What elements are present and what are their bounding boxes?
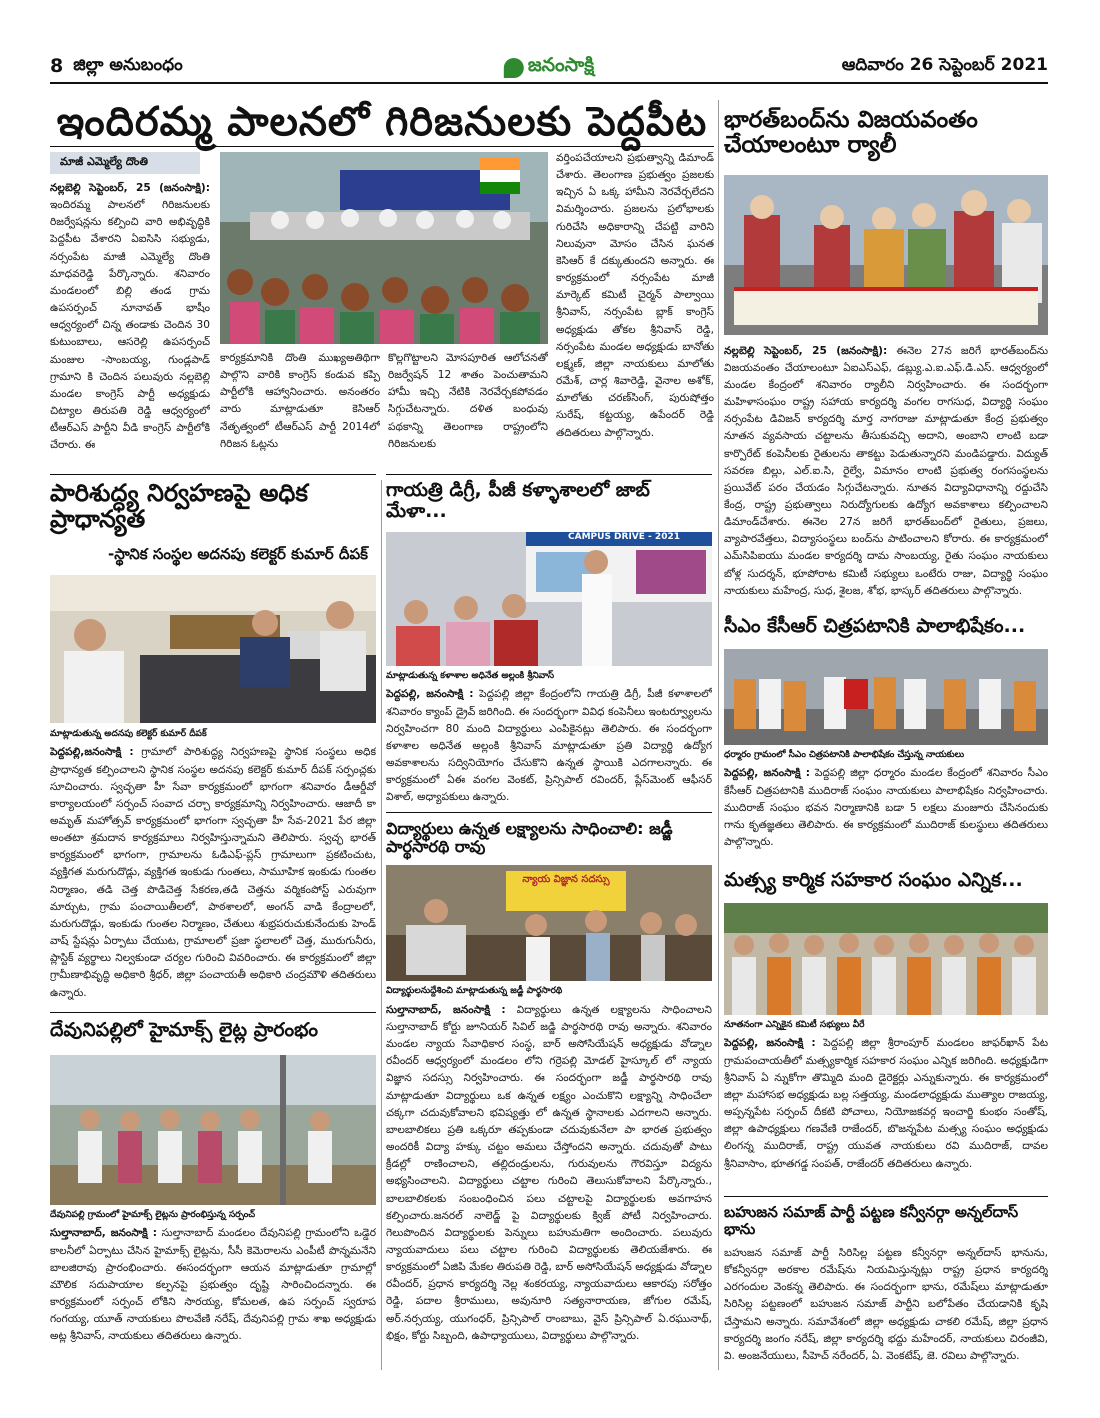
story-jobmela xyxy=(386,480,712,814)
bandh-photo xyxy=(724,175,1048,335)
story1-column3 xyxy=(388,350,548,480)
story-cm xyxy=(724,616,1048,861)
divider xyxy=(50,474,376,475)
bandh-headline: భారత్‌బంద్‌ను విజయవంతం చేయాలంటూ ర్యాలీ xyxy=(724,107,978,159)
jobmela-caption: మాట్లాడుతున్న కళాశాల అధినేత అల్లంకి శ్రీనివాస్ xyxy=(386,670,555,681)
fishermen-photo xyxy=(724,903,1048,1015)
bandh-body: ఈనెల 27న జరిగే భారత్‌బంద్‌ను విజయవంతం చేయాలంటూ ఏఐఎస్ఎఫ్, డబ్ల్యు.ఎ.ఐ.ఎఫ్.డి.ఎస్. ఆధ్వర్యంలో మండల కేంద్రంలో శనివారం ర్యాలీని నిర్వహించారు. ఈ సందర్భంగా మహిళాసంఘం రాష్ట్ర సహాయ కార్యదర్శి వంగల రాగసుధ, విద్యార్థి సంఘం నర్సంపేట డివిజన్ కార్యదర్శి మార్త నాగరాజు మాట్లాడుతూ కేంద్ర ప్రభుత్వం నూతన వ్యవసాయ చట్టాలను తీసుకువచ్చి అదాని, అంబాని లాంటి బడా కార్పొరేట్ కంపెనీలకు రైతులను తాకట్టు పెడుతున్నారని మండిపడ్డారు. విద్యుత్ సవరణ బిల్లు, ఎల్.ఐ.సి, రైల్వే, విమానం లాంటి ప్రభుత్వ రంగసంస్థలను ప్రయివేట్ పరం చేయడం సిగ్గుచేటన్నారు. నూతన విద్యావిధానాన్ని రద్దుచేసి కేంద్ర, రాష్ట్ర ప్రభుత్వాలు నిరుద్యోగులకు ఉద్యోగ అవకాశాలు కల్పించాలని డిమాండ్‌చేశారు. ఈనెల 27న జరిగే భారత్‌బంద్‌లో రైతులు, ప్రజలు, వ్యాపారవేత్తలు, విద్యాసంస్థలు బంద్‌ను పాటించాలని కోరారు. ఈ కార్యక్రమంలో ఎమ్‌సిపిఐయు మండల కార్యదర్శి దామ సాంబయ్య, రైతు సంఘం నాయకులు బోళ్ల సుదర్శన్, భూపోరాట కమిటీ సభ్యులు ఒంటేరు రాజు, విద్యార్థి సంఘం నాయకులు మహేంద్ర, సుధ, శైలజ, శోభ, భాస్కర్ తదితరులు పాల్గొన్నారు. xyxy=(724,344,1048,597)
cm-body: పెద్దపల్లి జిల్లా ధర్మారం మండల కేంద్రంలో శనివారం సీఎం కేసీఆర్ చిత్రపటానికి ముదిరాజ్ సంఘం నాయకులు పాలాభిషేకం నిర్వహించారు. ముదిరాజ్ సంఘం భవన నిర్మాణానికి బడా 5 లక్షలు మంజూరు చేసినందుకు గాను కృతజ్ఞతలు తెలిపారు. ఈ కార్యక్రమంలో ముదిరాజ్ కులస్థులు తదితరులు పాల్గొన్నారు. xyxy=(724,767,1048,849)
bsp-text: బహుజన సమాజ్ పార్టీ సిరిసిల్ల పట్టణ కన్వీనర్గా అన్నల్‌దాస్ భానును, కోకన్వీనర్గా అరకాల రమేష్‌ను నియమిస్తున్నట్లు రాష్ట్ర ప్రధాన కార్యదర్శి ఎరగందుల వెంకన్న తెలిపారు. ఈ సందర్భంగా భాను, రమేష్‌లు మాట్లాడుతూ సిరిసిల్ల పట్టణంలో బహుజన సమాజ్ పార్టీని బలోపేతం చేయడానికి కృషి చేస్తామని అన్నారు. సమావేశంలో జిల్లా అధ్యక్షుడు చాకలి రమేష్, జిల్లా ప్రధాన కార్యదర్శి జంగం నరేష్, జిల్లా కార్యదర్శి భద్దు మహేందర్, నాయకులు చిరంజీవి, వి. అంజనేయులు, సీహెచ్ నరేందర్, ఏ. వెంకటేష్, జె. రవిలు పాల్గొన్నారు. xyxy=(724,1247,1048,1362)
education-body: విద్యార్థులు ఉన్నత లక్ష్యాలను సాధించాలని సుల్తానాబాద్ కోర్టు జూనియర్ సివిల్ జడ్జి పార్థసారథి రావు అన్నారు. శనివారం మండల న్యాయ సేవాధికార సంస్థ, బార్ అసోసియేషన్ అధ్యక్షుడు వోడ్నాల రవీందర్ ఆధ్వర్యంలో మండలం లోని గర్రెపల్లి మోడల్ హైస్కూల్ లో న్యాయ విజ్ఞాన సదస్సు నిర్వహించారు. ఈ సందర్భంగా జడ్జీ పార్థసారథి రావు మాట్లాడుతూ విద్యార్థులు ఒక ఉన్నత లక్ష్యం ఎంచుకొని లక్ష్యాన్ని సాధించేలా చక్కగా చదువుకోవాలని భవిష్యత్తు లో ఉన్నత స్థానాలకు ఎదగాలని అన్నారు. బాలబాలికలు ప్రతి ఒక్కరూ తప్పకుండా చదువుకునేలా పా భారత ప్రభుత్వం అందరికీ విద్యా హక్కు చట్టం అమలు చేస్తోందని అన్నారు. చదువుతో పాటు క్రీడల్లో రాణించాలని, తల్లిదండ్రులను, గురువులను గౌరవిస్తూ విద్యను అభ్యసించాలని. విద్యార్థులు చట్టాల గురించి తెలుసుకోవాలని పేర్కొన్నారు., బాలబాలికలకు సంబంధించిన పలు చట్టాలపై విద్యార్థులకు అవగాహన కల్పించారు.జనరల్ నాలెడ్జ్ పై విద్యార్థులకు క్విజ్ పోటీ నిర్వహించారు. గెలుపొందిన విద్యార్థులకు పెన్నులు బహుమతిగా అందించారు. పలువురు న్యాయవాదులు పలు చట్టాల గురించి విద్యార్థులకు తెలియజేశారు. ఈ కార్యక్రమంలో ఏజిపి మేకల తిరుపతి రెడ్డి, బార్ అసోసియేషన్ అధ్యక్షుడు వోడ్నాల రవీందర్, ప్రధాన కార్యదర్శి నెల్ల శంకరయ్య, న్యాయవాదులు ఆకారపు సరోత్తం రెడ్డి, పదాల శ్రీరాములు, అవునూరి సత్యనారాయణ, జోగుల రమేష్, అర్.నర్సయ్య, యుగంధర్, ప్రిన్సిపాల్ రాంబాబు, వైస్ ప్రిన్సిపాల్ ఏ.రఘునాథ్, భిక్షం, కోర్టు సిబ్బంది, ఉపాధ్యాయులు, విద్యార్థులు పాల్గొన్నారు. xyxy=(386,1003,712,1342)
jobmela-dateline: పెద్దపల్లి, జనంసాక్షి : xyxy=(386,688,474,701)
rally-photo-graphic xyxy=(724,175,1048,335)
sanitation-dateline: పెద్దపల్లి,జనంసాక్షి : xyxy=(50,746,134,759)
campus-drive-banner: CAMPUS DRIVE - 2021 xyxy=(568,531,680,542)
highmast-photo xyxy=(50,1055,376,1205)
committee-photo-graphic xyxy=(724,903,1048,1015)
fishermen-dateline: పెద్దపల్లి, జనంసాక్షి : xyxy=(724,1037,816,1050)
story-bsp xyxy=(724,1204,1048,1405)
masthead xyxy=(50,52,1048,84)
cm-headline: సీఎం కేసీఆర్ చిత్రపటానికి పాలాభిషేకం... xyxy=(724,615,1026,637)
jobmela-body: పెద్దపల్లి జిల్లా కేంద్రంలోని గాయత్రి డిగ్రీ, పీజీ కళాశాలలో శనివారం క్యాంప్ డ్రైవ్ జరిగింది. ఈ సందర్భంగా వివిధ కంపెనీలు ఇంటర్వ్యూలను నిర్వహించగా 80 మంది విద్యార్థులు ఎంపికైనట్లు తెలిపారు. ఈ సందర్భంగా కళాశాల అధినేత అల్లంకి శ్రీనివాస్ మాట్లాడుతూ ప్రతి విద్యార్థి ఉద్యోగ అవకాశాలను సద్వినియోగం చేసుకొని ఉన్నత స్థాయికి ఎదగాలన్నారు. ఈ కార్యక్రమంలో ఏఈ వంగల వెంకట్, ప్రిన్సిపాల్ రవిందర్, ప్లేస్‌మెంట్ ఆఫీసర్ విశాల్, అధ్యాపకులు ఉన్నారు. xyxy=(386,688,712,804)
jobmela-photo xyxy=(386,532,712,666)
brand-logo xyxy=(504,54,594,81)
palabhishekam-photo-graphic xyxy=(724,649,1048,745)
story1-column4 xyxy=(556,150,714,480)
story1-body-c: కొల్లగొట్టాలని మోసపూరిత ఆలోచనతో రిజర్వేషన్ 12 శాతం పెంచుతామని హామీ ఇచ్చి నేటికి నెరవేర్చకపోవడం సిగ్గుచేటన్నారు. దళిత బంధువు పథకాన్ని తెలంగాణ రాష్ట్రంలోని గిరిజనులకు xyxy=(388,352,548,450)
sanitation-caption: మాట్లాడుతున్న అదనపు కలెక్టర్ కుమార్ దీపక్ xyxy=(50,728,207,739)
sanitation-subhead: -స్థానిక సంస్థల అదనపు కలెక్టర్ కుమార్ దీపక్ xyxy=(108,544,368,563)
jobmela-headline: గాయత్రి డిగ్రీ, పీజీ కళ్ళాశాలలో జాబ్ మేళా... xyxy=(386,479,650,522)
education-photo xyxy=(386,865,712,981)
brand-name: జనంసాక్షి xyxy=(527,54,595,76)
sanitation-body: గ్రామాలో పారిశుద్ధ్య నిర్వహణపై స్థానిక సంస్థలు అధిక ప్రాధాన్యత కల్పించాలని స్థానిక సంస్థల అదనపు కలెక్టర్ కుమార్ దీపక్ సర్పంచ్లకు సూచించారు. స్వచ్ఛతా హీ సేవా కార్యక్రమంలో భాగంగా శనివారం డీఆర్డీవో కార్యాలయంలో సర్పంచ్ సంవాద చర్చా కార్యక్రమాన్ని నిర్వహించారు. ఆజాదీ కా అమృత్ మహోత్సవ్ కార్యక్రమంలో భాగంగా స్వచ్ఛతా హీ సేవ-2021 పేర జిల్లా అంతటా శ్రమదాన కార్యక్రమాలు నిర్వహిస్తున్నామని తెలిపారు. స్వచ్ఛ భారత్ కార్యక్రమంలో భాగంగా, గ్రామాలను ఓడిఎఫ్-ప్లస్ గ్రామాలుగా ప్రకటించుట, వ్యక్తిగత మరుగుదొడ్లు, వ్యక్తిగత ఇంకుడు గుంతలు, సామూహిక ఇంకుడు గుంతల నిర్మాణం, తడి చెత్త పొడిచెత్త సేకరణ,తడి చెత్తను వర్మికంపోస్ట్ ఎరువుగా మార్చుట, గ్రామ పంచాయితీలలో, పాఠశాలలో, అంగన్ వాడి కేంద్రాలలో, మరుగుదొడ్లు, ఇంకుడు గుంతల నిర్మాణం, చేతులు శుభ్రపరుచుకునేందుకు హెండ్ వాష్ స్టేషన్లు ఏర్పాటు చేయుట, గ్రామాలలో ప్రజా స్థలాలలో చెత్త, మురుగునీరు, ప్లాస్టిక్ వ్యర్థాలు నిల్వకుండా చర్యల గురించి వివరించారు. ఈ కార్యక్రమంలో జిల్లా గ్రామీణాభివృద్ధి అధికారి శ్రీధర్, జిల్లా పంచాయతీ అధికారి చంద్రమౌళి తదితరులు ఉన్నారు. xyxy=(50,746,376,999)
story1-body-b: కార్యక్రమానికి దొంతి ముఖ్యఅతిథిగా పాల్గొని వారికి కాంగ్రెస్ కండువ కప్పి పార్టీలోకి ఆహ్వానించారు. అనంతరం వారు మాట్లాడుతూ కెసిఆర్ నేతృత్వంలో టీఆర్ఎస్ పార్టీ 2014లో గిరిజన ఓట్లను xyxy=(220,352,380,450)
cm-text xyxy=(724,765,1048,861)
jobmela-text xyxy=(386,686,712,814)
story1-tag: మాజీ ఎమ్మెల్యే దొంతి xyxy=(50,152,200,174)
leaf-icon xyxy=(504,58,524,78)
story-education xyxy=(386,820,712,1402)
story1-column2 xyxy=(220,350,380,480)
divider xyxy=(386,812,712,813)
education-headline: విద్యార్థులు ఉన్నత లక్ష్యాలను సాధించాలి: జడ్జీ పార్థసారథి రావు xyxy=(386,819,673,856)
meeting-photo-graphic xyxy=(220,152,548,344)
legal-awareness-banner: న్యాయ విజ్ఞాన సదస్సు xyxy=(522,874,610,886)
page-number: 8 xyxy=(50,55,64,77)
bsp-headline: బహుజన సమాజ్ పార్టీ పట్టణ కన్వీనర్గా అన్నల్‌దాస్ భాను xyxy=(724,1203,1019,1238)
story1-body-a: ఇందిరమ్మ పాలనలో గిరిజనులకు రిజర్వేషన్లను కల్పించి వారి అభివృద్ధికి పెద్దపీట వేశారని ఏఐసిసి సభ్యుడు, నర్సంపేట మాజీ ఎమ్మెల్యే దొంతి మాధవరెడ్డి పేర్కొన్నారు. శనివారం మండలంలో బిల్లి తండ గ్రామ ఉపసర్పంచ్ నూనావత్ భాషీం ఆధ్వర్యంలో చిన్న తండాకు చెందిన 30 కుటుంబాలు, ఆసరెల్లి ఉపసర్పంచ్ మంజుల -సాంబయ్య, గుండ్లపాడ్ గ్రామాని కి చెందిన పలువురు నల్లబెల్లి మండల కాంగ్రెస్ పార్టీ అధ్యక్షుడు చిట్యాల తిరుపతి రెడ్డి ఆధ్వర్యంలో టీఆర్ఎస్ పార్టీని వీడి కాంగ్రెస్ పార్టీలోకి చేరారు. ఈ xyxy=(50,199,210,452)
issue-date: ఆదివారం 26 సెప్టెంబర్ 2021 xyxy=(841,55,1048,75)
office-photo-graphic xyxy=(50,575,376,723)
sanitation-photo xyxy=(50,575,376,723)
section-name: జిల్లా అనుబంధం xyxy=(73,55,183,75)
highmast-headline: దేవునిపల్లిలో హైమాక్స్ లైట్ల ప్రారంభం xyxy=(50,1019,319,1041)
story-fishermen xyxy=(724,870,1048,1195)
sanitation-text xyxy=(50,744,376,1044)
fishermen-body: పెద్దపల్లి జిల్లా శ్రీరాంపూర్ మండలం జాఫర్‌ఖాన్ పేట గ్రామపంచాయతీలో మత్స్యకార్మిక సహకార సంఘం ఎన్నిక జరిగింది. అధ్యక్షుడిగా శ్రీనివాస్ ఏ న్నుకోగా తొమ్మిది మంది డైరెక్టర్లు ఎన్నుకున్నారు. ఈ కార్యక్రమంలో జిల్లా మహాసభ అధ్యక్షుడు బల్ల సత్తయ్య, మండలాధ్యక్షుడు ముత్యాల రాజయ్య, అప్పన్నపేట సర్పంచ్ దీకటి పోచాలు, నియోజకవర్గ ఇంచార్జి కుంభం సంతోష్, జిల్లా ఉపాధ్యక్షులు గణవేణి రాజేందర్, బొజన్నపేట మత్స్య సంఘం అధ్యక్షుడు లింగన్న ముదిరాజ్, రాష్ట్ర యువత నాయకులు రవి ముదిరాజ్, దావల శ్రీనివాసాం, భూతగడ్డ సంపత్, రాజేందర్ తదితరులు ఉన్నారు. xyxy=(724,1037,1048,1170)
sanitation-headline: పారిశుద్ధ్య నిర్వహణపై అధిక ప్రాధాన్యత xyxy=(50,479,308,534)
highmast-dateline: సుల్తానాబాద్, జనంసాక్షి : xyxy=(50,1227,157,1240)
story1-text-a xyxy=(50,180,210,480)
main-headline: ఇందిరమ్మ పాలనలో గిరిజనులకు పెద్దపీట xyxy=(56,99,708,145)
highmast-caption: దేవునిపల్లి గ్రామంలో హైమాక్స్ లైట్లను ప్రారంభిస్తున్న సర్పంచ్ xyxy=(50,1209,256,1220)
divider xyxy=(50,146,714,147)
education-text xyxy=(386,1002,712,1402)
education-caption: విద్యార్థులనుద్దేశించి మాట్లాడుతున్న జడ్జీ పార్థసారథి xyxy=(386,986,563,997)
campus-drive-photo-graphic xyxy=(386,532,712,666)
masthead-left xyxy=(50,55,183,79)
highmast-text xyxy=(50,1225,376,1395)
column-separator xyxy=(718,100,719,1370)
bandh-text xyxy=(724,343,1048,629)
divider xyxy=(50,1012,376,1013)
cm-photo xyxy=(724,649,1048,745)
divider xyxy=(724,1196,1048,1197)
divider xyxy=(386,474,712,475)
column-separator xyxy=(381,480,382,1370)
story1-photo xyxy=(220,152,548,344)
story-highmast xyxy=(50,1020,376,1395)
fishermen-text xyxy=(724,1035,1048,1195)
cm-caption: ధర్మారం గ్రామంలో సీఎం చిత్రపటానికి పాలాభిషేకం చేస్తున్న నాయకులు xyxy=(724,749,965,760)
education-dateline: సుల్తానాబాద్, జనంసాక్షి : xyxy=(386,1003,506,1016)
cm-dateline: పెద్దపల్లి, జనంసాక్షి : xyxy=(724,767,810,780)
highmast-inauguration-photo-graphic xyxy=(50,1055,376,1205)
story1-dateline: నల్లబెల్లి సెప్టెంబర్, 25 (జనంసాక్షి): xyxy=(50,182,210,194)
story1-body-d: వర్తింపచేయాలని ప్రభుత్వాన్ని డిమాండ్ చేశారు. తెలంగాణ ప్రభుత్వం ప్రజలకు ఇచ్చిన ఏ ఒక్క హామీని నెరవేర్చలేదని విమర్శించారు. ప్రజలను ప్రలోభాలకు గురిచేసి అధికారాన్ని చేపట్టి వారిని నిలువునా మోసం చేసిన ఘనత కెసిఆర్ కే దక్కుతుందని అన్నారు. ఈ కార్యక్రమంలో నర్సంపేట మాజీ మార్కెట్ కమిటీ చైర్మన్ పాల్వాయి శ్రీనివాస్, నర్సంపేట బ్లాక్ కాంగ్రెస్ అధ్యక్షుడు తోకల శ్రీనివాస్ రెడ్డి, నర్సంపేట మండల అధ్యక్షుడు బానోతు లక్ష్మణ్, జిల్లా నాయకులు మాలోతు రమేశ్, చార్ల శివారెడ్డి, వైనాల అశోక్, మాలోతు చరణ్‌సింగ్, పురుషోత్తం సురేష్, కట్టయ్య, ఉపేందర్ రెడ్డి తదితరులు పాల్గొన్నారు. xyxy=(556,152,714,439)
fishermen-caption: నూతనంగా ఎన్నికైన కమిటీ సభ్యులు వీరే xyxy=(724,1019,865,1030)
story-bandh xyxy=(724,108,1048,629)
bandh-dateline: నల్లబెల్లి సెప్టెంబర్, 25 (జనంసాక్షి): xyxy=(724,344,888,357)
story-sanitation xyxy=(50,480,376,1044)
highmast-body: సుల్తానాబాద్ మండలం దేవునిపల్లి గ్రామంలోని ఒడ్డెర కాలనీలో ఏర్పాటు చేసిన హైమాక్స్ లైట్లను, సీసీ కెమెరాలను ఎంపీటీ పొన్నమనేని బాలజిరావు ప్రారంభించారు. ఈసందర్భంగా ఆయన మాట్లాడుతూ గ్రామాల్లో మౌలిక సదుపాయాల కల్పనపై ప్రభుత్వం దృష్టి సారించిందన్నారు. ఈ కార్యక్రమంలో సర్పంచ్ లోకిని సారయ్య, కోమలత, ఉప సర్పంచ్ స్వరూప గంగయ్య, యూత్ నాయకులు పొలవేణి నరేష్, దేవునిపల్లి గ్రామ శాఖ అధ్యక్షుడు అట్ల శ్రీనివాస్, నాయకులు తదితరులు ఉన్నారు. xyxy=(50,1227,376,1343)
fishermen-headline: మత్స్య కార్మిక సహకార సంఘం ఎన్నిక... xyxy=(724,869,1023,891)
